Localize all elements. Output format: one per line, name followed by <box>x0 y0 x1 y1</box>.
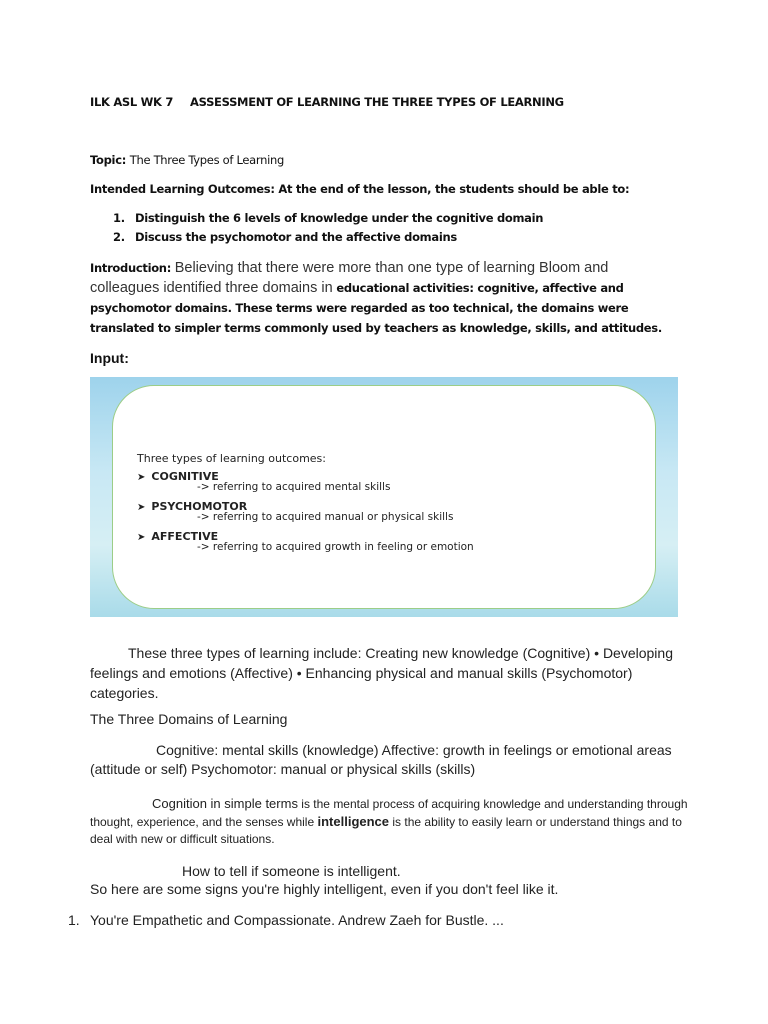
ilo-text: At the end of the lesson, the students should be able to: <box>278 182 630 196</box>
learning-outcomes-figure <box>90 377 678 617</box>
list-number: 2. <box>113 230 125 244</box>
list-number: 1. <box>68 912 80 928</box>
ilo-label: Intended Learning Outcomes: <box>90 182 275 196</box>
input-heading: Input: <box>90 350 129 366</box>
signs-list-item <box>68 912 504 928</box>
figure-item-psychomotor <box>137 500 453 523</box>
course-code: ILK ASL WK 7 <box>90 95 174 109</box>
intelligence-term: intelligence <box>317 814 390 829</box>
intelligence-intro: So here are some signs you're highly intelligent, even if you don't feel like it. <box>90 881 559 897</box>
arrow-bullet-icon: ➤ <box>137 502 146 513</box>
list-text: Distinguish the 6 levels of knowledge under the cognitive domain <box>135 211 544 225</box>
cognition-paragraph <box>90 795 690 848</box>
topic-line <box>90 153 284 167</box>
cognition-term: Cognition in simple terms <box>152 796 298 811</box>
figure-item-desc: -> referring to acquired mental skills <box>197 481 391 493</box>
intelligence-text: is the ability to easily learn or understand things and to deal with new or difficult situations. <box>90 815 682 846</box>
list-number: 1. <box>113 211 125 225</box>
arrow-bullet-icon: ➤ <box>137 532 146 543</box>
list-text: Discuss the psychomotor and the affective domains <box>135 230 457 244</box>
topic-label: Topic: <box>90 153 127 167</box>
list-item <box>113 230 543 244</box>
introduction-label: Introduction: <box>90 261 171 275</box>
intelligence-section <box>90 862 690 898</box>
types-paragraph: These three types of learning include: Creating new knowledge (Cognitive) • Developing feelings and emotions (Affective) • Enhancing physical and manual skills (Psychomotor) categories. <box>90 645 673 701</box>
figure-item-name: AFFECTIVE <box>151 530 219 543</box>
figure-title: Three types of learning outcomes: <box>137 452 326 465</box>
figure-item-desc: -> referring to acquired manual or physical skills <box>197 511 454 523</box>
document-header <box>90 95 564 109</box>
cognition-text: is the mental process of acquiring knowledge and understanding through thought, experience, and the senses while <box>90 797 688 829</box>
figure-item-name: COGNITIVE <box>151 470 219 483</box>
topic-text: The Three Types of Learning <box>129 153 284 167</box>
figure-card <box>112 385 656 609</box>
document-title: ASSESSMENT OF LEARNING THE THREE TYPES OF LEARNING <box>190 95 564 109</box>
domains-heading: The Three Domains of Learning <box>90 711 288 727</box>
figure-item-cognitive <box>137 470 390 493</box>
figure-item-name: PSYCHOMOTOR <box>151 500 248 513</box>
intelligence-heading: How to tell if someone is intelligent. <box>182 863 401 879</box>
sign-text: You're Empathetic and Compassionate. Andrew Zaeh for Bustle. ... <box>90 912 504 928</box>
introduction-text-small: educational activities: cognitive, affective and psychomotor domains. These terms were regarded as too technical, the domains were translated to simpler terms commonly used by teachers as knowledge, skills, and attitudes. <box>90 281 662 335</box>
figure-item-desc: -> referring to acquired growth in feeling or emotion <box>197 541 474 553</box>
ilo-list <box>113 211 543 249</box>
introduction-paragraph <box>90 258 670 338</box>
arrow-bullet-icon: ➤ <box>137 472 146 483</box>
ilo-line <box>90 182 629 196</box>
introduction-text-large: Believing that there were more than one type of learning Bloom and colleagues identified three domains in <box>90 260 609 296</box>
domains-paragraph: Cognitive: mental skills (knowledge) Affective: growth in feelings or emotional areas (attitude or self) Psychomotor: manual or physical skills (skills) <box>90 742 672 777</box>
list-item <box>113 211 543 225</box>
figure-item-affective <box>137 530 474 553</box>
